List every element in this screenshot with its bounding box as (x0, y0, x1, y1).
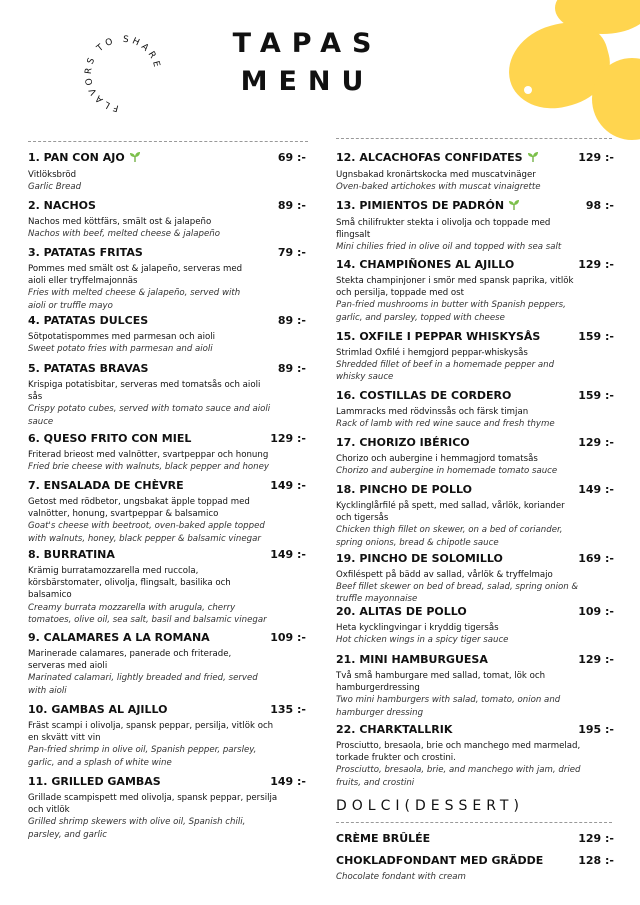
menu-item-name (28, 150, 141, 165)
dolci-title: DOLCI(DESSERT) (336, 798, 524, 814)
menu-item-price: 69 :- (277, 151, 306, 164)
menu-item (28, 775, 306, 841)
menu-item-name (28, 631, 210, 644)
menu-item-description-sv (336, 275, 614, 299)
menu-item-description-sv (336, 622, 614, 634)
description-line: whisky sauce (336, 372, 394, 383)
menu-item-description-sv (336, 169, 614, 181)
menu-item-header (336, 552, 614, 565)
menu-item-description-en (336, 764, 614, 788)
title-menu: MENU (240, 66, 375, 97)
description-line: aioli eller tryffelmajonnäs (28, 276, 138, 287)
menu-item-price: 79 :- (277, 246, 306, 259)
description-line: flingsalt (336, 230, 371, 241)
description-line: Goat's cheese with beetroot, oven-baked apple topped (28, 521, 265, 532)
description-line: parsley, and garlic (28, 829, 107, 840)
menu-item-name-text: CRÈME BRÛLÉE (336, 832, 431, 845)
menu-item-name (28, 479, 184, 492)
menu-item-price: 129 :- (578, 151, 614, 164)
description-line: Vitlöksbröd (28, 170, 77, 180)
description-line: Två små hamburgare med sallad, tomat, lök och (336, 671, 546, 681)
menu-item (336, 723, 614, 789)
menu-item (28, 362, 306, 428)
menu-item-description-sv (28, 331, 306, 343)
menu-item (336, 854, 614, 883)
description-line: Prosciutto, bresaola, brie, and manchego with jam, dried (336, 765, 581, 776)
description-line: och vitlök (28, 805, 70, 816)
menu-item-description-sv (28, 496, 306, 520)
description-line: hamburgerdressing (336, 683, 420, 694)
menu-item-name (336, 552, 503, 565)
description-line: en skvätt vitt vin (28, 733, 101, 744)
description-line: fruits, and crostini (336, 777, 415, 788)
divider-right (336, 138, 612, 139)
menu-item-price: 129 :- (578, 653, 614, 666)
menu-item-name-text: 12. ALCACHOFAS CONFIDATES (336, 151, 523, 164)
description-line: Kycklinglårfilé på spett, med sallad, vårlök, koriander (336, 501, 565, 511)
menu-item-price: 149 :- (578, 483, 614, 496)
menu-item-name-text: 13. PIMIENTOS DE PADRÓN (336, 199, 505, 212)
menu-item-name-text: 15. OXFILE I PEPPAR WHISKYSÅS (336, 330, 541, 343)
description-line: Rack of lamb with red wine sauce and fresh thyme (336, 419, 555, 430)
description-line: balsamico (28, 590, 72, 601)
description-line: Two mini hamburgers with salad, tomato, onion and (336, 695, 561, 706)
menu-item-description-sv (336, 217, 614, 241)
menu-item-description-sv (336, 500, 614, 524)
menu-item-name (28, 548, 115, 561)
menu-item-description-en (336, 181, 614, 193)
description-line: Chocolate fondant with cream (336, 872, 466, 882)
description-line: Ugnsbakad kronärtskocka med muscatvinäger (336, 170, 536, 180)
menu-item (28, 150, 306, 193)
vegetarian-leaf-icon (527, 150, 539, 165)
description-line: Getost med rödbetor, ungsbakat äpple toppad med (28, 497, 250, 507)
description-line: Nachos with beef, melted cheese & jalapeño (28, 229, 220, 240)
menu-item-price: 89 :- (277, 314, 306, 327)
menu-item-header (28, 703, 306, 716)
menu-item (28, 246, 306, 312)
menu-item (336, 483, 614, 549)
menu-item (28, 199, 306, 240)
menu-item-name-text: 14. CHAMPIÑONES AL AJILLO (336, 258, 515, 271)
menu-item-description-sv (28, 379, 306, 403)
divider-dolci (336, 822, 612, 823)
menu-item-header (28, 199, 306, 212)
menu-item-description-en (336, 694, 614, 718)
description-line: Fried brie cheese with walnuts, black pepper and honey (28, 462, 269, 473)
description-line: Marinated calamari, lightly breaded and fried, served (28, 673, 258, 684)
description-line: garlic, and a splash of white wine (28, 757, 172, 768)
menu-item (28, 548, 306, 626)
menu-item-description-en (28, 816, 306, 840)
menu-item (336, 150, 614, 193)
menu-item-name (28, 703, 167, 716)
menu-item-header (336, 330, 614, 343)
menu-item-name-text: 10. GAMBAS AL AJILLO (28, 703, 168, 716)
menu-item-price: 89 :- (277, 362, 306, 375)
description-line: Pommes med smält ost & jalapeño, serveras med (28, 264, 243, 274)
menu-item-description-en (336, 418, 614, 430)
menu-item-header (336, 389, 614, 402)
description-line: spring onions, bread & chipotle sauce (336, 537, 499, 548)
menu-item-name (336, 653, 488, 666)
menu-item-price: 98 :- (585, 199, 614, 212)
menu-item-price: 159 :- (578, 330, 614, 343)
description-line: Pan-fried mushrooms in butter with Spanish peppers, (336, 300, 566, 311)
menu-item-description-en (336, 359, 614, 383)
menu-item-price: 109 :- (270, 631, 306, 644)
menu-item-name (336, 389, 511, 402)
menu-item-price: 169 :- (578, 552, 614, 565)
menu-item-name-text: 18. PINCHO DE POLLO (336, 483, 473, 496)
menu-item-name-text: 1. PAN CON AJO (28, 151, 125, 164)
menu-item-price: 109 :- (578, 605, 614, 618)
title-tapas: TAPAS (232, 28, 383, 59)
description-line: Krämig burratamozzarella med ruccola, (28, 566, 199, 576)
menu-item-name (336, 330, 540, 343)
menu-item-description-en (28, 744, 306, 768)
circle-text: FLAVORS TO SHARE (83, 34, 162, 113)
menu-item (336, 832, 614, 845)
menu-item-description-en (28, 181, 306, 193)
menu-item-name (28, 199, 96, 212)
menu-item-name (336, 832, 430, 845)
menu-item-description-en (336, 299, 614, 323)
menu-item-description-en (28, 287, 306, 311)
description-line: Chicken thigh fillet on skewer, on a bed of coriander, (336, 525, 563, 536)
menu-item-price: 135 :- (270, 703, 306, 716)
menu-item-description-en (28, 461, 306, 473)
menu-item-name-text: 7. ENSALADA DE CHÈVRE (28, 479, 184, 492)
menu-item-name-text: 4. PATATAS DULCES (28, 314, 149, 327)
menu-item-header (28, 479, 306, 492)
menu-item-price: 129 :- (578, 436, 614, 449)
description-line: Mini chilies fried in olive oil and topped with sea salt (336, 242, 562, 253)
description-line: Lammracks med rödvinssås och färsk timjan (336, 407, 529, 417)
menu-item-price: 129 :- (578, 258, 614, 271)
menu-item-description-en (28, 343, 306, 355)
menu-item-name (336, 605, 467, 618)
menu-item-name (28, 314, 148, 327)
menu-item-header (336, 605, 614, 618)
description-line: Krispiga potatisbitar, serveras med tomatsås och aioli (28, 380, 261, 390)
menu-item-description-sv (28, 449, 306, 461)
description-line: torkade frukter och crostini. (336, 753, 456, 764)
description-line: Oxfilé​spett på bädd av sallad, vårlök & tryffelmajo (336, 570, 553, 580)
description-line: sås (28, 392, 43, 403)
menu-item-name-text: CHOKLADFONDANT MED GRÄDDE (336, 854, 544, 867)
menu-item-description-sv (28, 216, 306, 228)
description-line: och persilja, toppade med ost (336, 288, 465, 299)
menu-item-description-sv (28, 720, 306, 744)
menu-item-description-en (336, 524, 614, 548)
menu-item (28, 432, 306, 473)
menu-item-name-text: 9. CALAMARES A LA ROMANA (28, 631, 210, 644)
description-line: Grillade scampispett med olivolja, spansk peppar, persilja (28, 793, 278, 803)
description-line: sauce (28, 416, 54, 427)
menu-item-name (336, 258, 514, 271)
menu-item (336, 258, 614, 324)
menu-item-description-en (336, 634, 614, 646)
menu-item-header (336, 483, 614, 496)
description-line: Strimlad Oxfilé i hemgjord peppar-whiskysås (336, 348, 528, 358)
menu-item-description-sv (336, 569, 614, 581)
menu-item-name (336, 854, 543, 867)
menu-item-header (336, 832, 614, 845)
menu-item-description-en (336, 241, 614, 253)
menu-item-header (336, 436, 614, 449)
menu-item-name-text: 16. COSTILLAS DE CORDERO (336, 389, 512, 402)
description-line: truffle mayonnaise (336, 594, 418, 605)
menu-item-name (336, 436, 470, 449)
menu-item-price: 89 :- (277, 199, 306, 212)
menu-item-description-en (336, 465, 614, 477)
menu-item-header (336, 854, 614, 867)
description-line: garlic, and parsley, topped with cheese (336, 312, 505, 323)
menu-item-description-en (28, 403, 306, 427)
menu-item-price: 129 :- (270, 432, 306, 445)
description-line: with walnuts, honey, black pepper & balsamic vinegar (28, 533, 261, 544)
description-line: hamburger dressing (336, 707, 424, 718)
menu-item (28, 703, 306, 769)
menu-item (28, 631, 306, 697)
menu-item (336, 198, 614, 254)
menu-item-description-sv (336, 453, 614, 465)
description-line: tomatoes, olive oil, sea salt, basil and balsamic vinegar (28, 614, 267, 625)
menu-item-name-text: 6. QUESO FRITO CON MIEL (28, 432, 192, 445)
menu-item-description-sv (336, 670, 614, 694)
menu-item-price: 149 :- (270, 479, 306, 492)
description-line: Hot chicken wings in a spicy tiger sauce (336, 635, 509, 646)
menu-item-header (28, 631, 306, 644)
description-line: serveras med aioli (28, 661, 108, 672)
menu-item-price: 128 :- (578, 854, 614, 867)
menu-item (336, 653, 614, 719)
menu-item-header (28, 150, 306, 165)
description-line: Shredded fillet of beef in a homemade pepper and (336, 360, 555, 371)
description-line: Oven-baked artichokes with muscat vinaigrette (336, 182, 541, 193)
menu-item-name-text: 5. PATATAS BRAVAS (28, 362, 149, 375)
menu-item-header (336, 150, 614, 165)
description-line: Sötpotatispommes med parmesan och aioli (28, 332, 215, 342)
divider-left (28, 141, 308, 142)
menu-item-description-sv (336, 740, 614, 764)
description-line: Sweet potato fries with parmesan and aioli (28, 344, 213, 355)
menu-item-header (28, 314, 306, 327)
menu-item-description-en (28, 602, 306, 626)
description-line: Nachos med köttfärs, smält ost & jalapeño (28, 217, 212, 227)
menu-item (336, 389, 614, 430)
description-line: körsbärstomater, olivolja, flingsalt, basilika och (28, 578, 231, 589)
menu-item-price: 149 :- (270, 775, 306, 788)
menu-item-description-sv (28, 792, 306, 816)
menu-item-description-en (28, 672, 306, 696)
menu-item-price: 195 :- (578, 723, 614, 736)
menu-item-name-text: 22. CHARKTALLRIK (336, 723, 453, 736)
description-line: aioli or truffle mayo (28, 300, 113, 311)
description-line: Friterad brieost med valnötter, svartpeppar och honung (28, 450, 269, 460)
description-line: valnötter, honung, svartpeppar & balsamico (28, 509, 219, 520)
description-line: och tigersås (336, 513, 389, 524)
description-line: Fräst scampi i olivolja, spansk peppar, persilja, vitlök och (28, 721, 274, 731)
description-line: with aioli (28, 685, 67, 696)
menu-item-header (336, 198, 614, 213)
menu-item (336, 605, 614, 646)
menu-item-header (336, 653, 614, 666)
menu-item-name-text: 21. MINI HAMBURGUESA (336, 653, 488, 666)
description-line: Fries with melted cheese & jalapeño, served with (28, 288, 241, 299)
menu-item-description-en (336, 581, 614, 605)
menu-item-description-sv (28, 648, 306, 672)
menu-item-header (336, 258, 614, 271)
menu-item-header (28, 775, 306, 788)
menu-item-description-en (336, 871, 614, 883)
menu-item-header (28, 548, 306, 561)
description-line: Chorizo och aubergine i hemmagjord tomatsås (336, 454, 538, 464)
description-line: Små chilifrukter stekta i olivolja och toppade med (336, 218, 551, 228)
description-line: Grilled shrimp skewers with olive oil, Spanish chili, (28, 817, 246, 828)
menu-item-name-text: 17. CHORIZO IBÉRICO (336, 436, 470, 449)
menu-item-name-text: 19. PINCHO DE SOLOMILLO (336, 552, 503, 565)
description-line: Prosciutto, bresaola, brie och manchego med marmelad, (336, 741, 581, 751)
menu-item-name-text: 2. NACHOS (28, 199, 96, 212)
description-line: Chorizo and aubergine in homemade tomato sauce (336, 466, 558, 477)
menu-item-price: 149 :- (270, 548, 306, 561)
menu-item (336, 436, 614, 477)
menu-item (336, 552, 614, 606)
description-line: Garlic Bread (28, 182, 82, 193)
menu-item-description-en (28, 228, 306, 240)
menu-item-name (28, 775, 161, 788)
menu-item (336, 330, 614, 384)
menu-item-name-text: 20. ALITAS DE POLLO (336, 605, 467, 618)
menu-item (28, 479, 306, 545)
menu-item-description-en (28, 520, 306, 544)
description-line: Crispy potato cubes, served with tomato sauce and aioli (28, 404, 271, 415)
menu-item-description-sv (336, 347, 614, 359)
menu-item-name (336, 723, 452, 736)
menu-item-name (28, 246, 143, 259)
description-line: Stekta champinjoner i smör med spansk paprika, vitlök (336, 276, 574, 286)
menu-item-price: 159 :- (578, 389, 614, 402)
description-line: Heta kycklingvingar i kryddig tigersås (336, 623, 499, 633)
menu-item-description-sv (28, 169, 306, 181)
description-line: Beef fillet skewer on bed of bread, salad, spring onion & (336, 582, 579, 593)
menu-item (28, 314, 306, 355)
menu-item-description-sv (336, 406, 614, 418)
menu-item-header (336, 723, 614, 736)
menu-item-header (28, 362, 306, 375)
menu-item-header (28, 432, 306, 445)
menu-item-name-text: 3. PATATAS FRITAS (28, 246, 143, 259)
menu-item-name (336, 150, 539, 165)
menu-item-header (28, 246, 306, 259)
description-line: Pan-fried shrimp in olive oil, Spanish pepper, parsley, (28, 745, 257, 756)
menu-item-description-sv (28, 263, 306, 287)
description-line: Creamy burrata mozzarella with arugula, cherry (28, 602, 236, 613)
vegetarian-leaf-icon (508, 198, 520, 213)
menu-item-price: 129 :- (578, 832, 614, 845)
menu-item-name (28, 362, 148, 375)
menu-item-name (336, 198, 520, 213)
menu-item-description-sv (28, 565, 306, 602)
menu-item-name (28, 432, 191, 445)
menu-item-name-text: 8. BURRATINA (28, 548, 115, 561)
menu-item-name (336, 483, 472, 496)
description-line: Marinerade calamares, panerade och friterade, (28, 649, 232, 659)
menu-item-name-text: 11. GRILLED GAMBAS (28, 775, 161, 788)
vegetarian-leaf-icon (129, 150, 141, 165)
